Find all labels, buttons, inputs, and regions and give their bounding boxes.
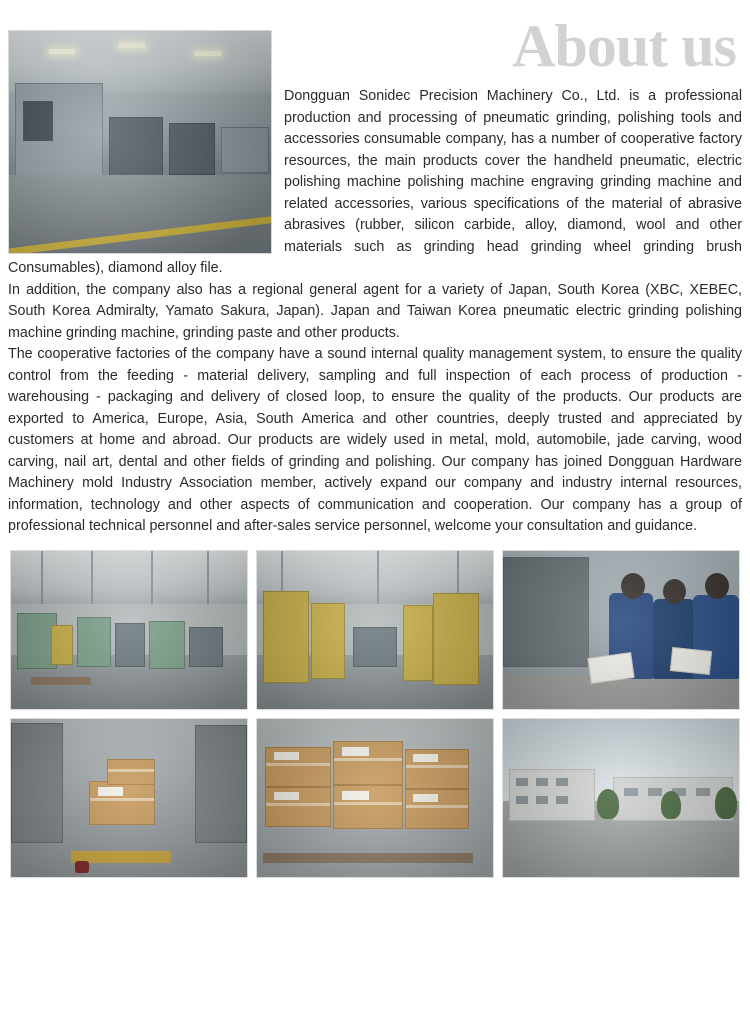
factory-exterior-photo-6 xyxy=(502,718,740,878)
photo-shading xyxy=(257,551,493,709)
photo-shading xyxy=(9,31,271,253)
photo-shading xyxy=(257,719,493,877)
quality-inspection-team-photo-3 xyxy=(502,550,740,710)
packed-cartons-photo-5 xyxy=(256,718,494,878)
photo-gallery xyxy=(8,550,742,878)
paragraph-2: In addition, the company also has a regional general agent for a variety of Japan, South Korea (XBC, XEBEC, South Korea Admiralty, Yamato Sakura, Japan). Japan and Taiwan Korea pneumatic electric grinding polishing machine grinding machine, grinding paste and other products. xyxy=(8,281,742,341)
press-machine-aisle-photo-2 xyxy=(256,550,494,710)
factory-interior-photo xyxy=(8,30,272,254)
photo-shading xyxy=(11,551,247,709)
workshop-machines-photo-1 xyxy=(10,550,248,710)
warehouse-pallet-truck-photo-4 xyxy=(10,718,248,878)
header-block xyxy=(8,13,742,538)
photo-shading xyxy=(503,551,739,709)
paragraph-3: The cooperative factories of the company have a sound internal quality management system, to ensure the quality control from the feeding - material delivery, sampling and full inspection of each process of production - warehousing - packaging and delivery of closed loop, to ensure the quality of the products. Our products are exported to America, Europe, Asia, South America and other countries, deeply trusted and appreciated by customers at home and abroad. Our products are widely used in metal, mold, automobile, jade carving, wood carving, nail art, dental and other fields of grinding and polishing. Our company has joined Dongguan Hardware Machinery mold Industry Association member, actively expand our company and industry internal resources, information, technology and other aspects of communication and cooperation. Our company has a group of professional technical personnel and after-sales service personnel, welcome your consultation and guidance. xyxy=(8,346,742,534)
photo-shading xyxy=(11,719,247,877)
page-title: About us xyxy=(512,13,736,79)
paragraph-1: Dongguan Sonidec Precision Machinery Co., Ltd. is a professional production and processing of pneumatic grinding, polishing tools and accessories consumable company, has a number of cooperative factory resources, the main products cover the handheld pneumatic, electric polishing machine polishing machine engraving grinding machine and related accessories, various specifications of the material of abrasive abrasives (rubber, silicon carbide, alloy, diamond, wool and other materials such as grinding head grinding wheel grinding brush Consumables), diamond alloy file. xyxy=(8,88,742,276)
photo-shading xyxy=(503,719,739,877)
